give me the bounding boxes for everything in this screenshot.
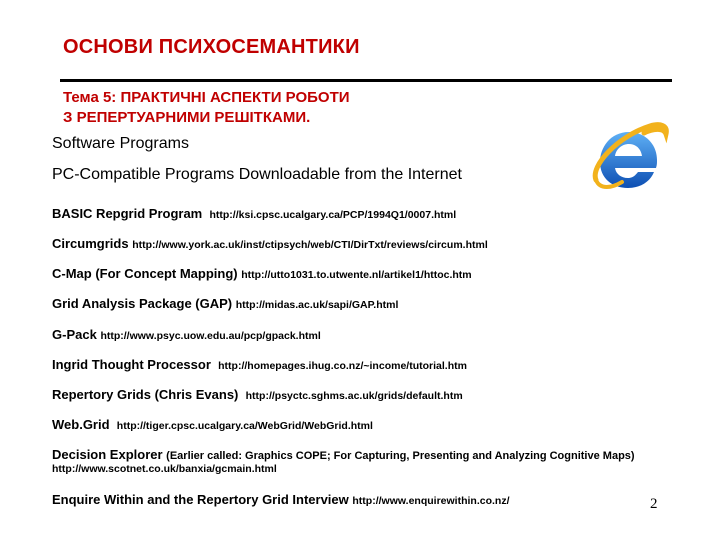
program-item [52,357,467,372]
program-name: C-Map (For Concept Mapping) [52,266,238,281]
program-note: (Earlier called: Graphics COPE; For Capturing, Presenting and Analyzing Cognitive Maps) [166,450,635,462]
program-link[interactable]: http://psyctc.sghms.ac.uk/grids/default.htm [245,390,463,402]
program-link[interactable]: http://www.psyc.uow.edu.au/pcp/gpack.html [100,330,321,342]
program-item [52,447,635,462]
program-name: Grid Analysis Package (GAP) [52,296,233,311]
internet-explorer-logo-icon [588,118,670,200]
program-name: Circumgrids [52,236,129,251]
topic-subtitle [63,88,463,128]
program-name: Enquire Within and the Repertory Grid Interview [52,492,349,507]
program-item [52,296,398,311]
program-link[interactable]: http://www.scotnet.co.uk/banxia/gcmain.html [52,463,277,475]
program-item [52,387,463,402]
topic-line-1: Тема 5: ПРАКТИЧНІ АСПЕКТИ РОБОТИ [63,89,350,106]
program-link[interactable]: http://utto1031.to.utwente.nl/artikel1/httoc.htm [241,269,472,281]
program-name: Repertory Grids (Chris Evans) [52,387,239,402]
software-programs-heading: Software Programs [52,135,189,152]
program-name: Decision Explorer [52,447,163,462]
title-divider [60,79,672,82]
program-name: Ingrid Thought Processor [52,357,211,372]
program-name: BASIC Repgrid Program [52,206,203,221]
program-link[interactable]: http://www.york.ac.uk/inst/ctipsych/web/CTI/DirTxt/reviews/circum.html [132,239,488,251]
topic-line-2: З РЕПЕРТУАРНИМИ РЕШІТКАМИ. [63,109,311,126]
pc-programs-heading: PC-Compatible Programs Downloadable from the Internet [52,166,462,183]
program-link[interactable]: http://homepages.ihug.co.nz/~income/tutorial.htm [218,360,467,372]
program-name: G-Pack [52,327,97,342]
program-item [52,206,456,221]
program-link[interactable]: http://ksi.cpsc.ucalgary.ca/PCP/1994Q1/0007.html [209,209,457,221]
program-item [52,266,472,281]
program-item [52,236,488,251]
program-item [52,417,373,432]
program-link[interactable]: http://midas.ac.uk/sapi/GAP.html [235,299,399,311]
program-link[interactable]: http://www.enquirewithin.co.nz/ [352,495,510,507]
program-item [52,492,510,507]
program-name: Web.Grid [52,417,110,432]
program-link[interactable]: http://tiger.cpsc.ucalgary.ca/WebGrid/WebGrid.html [116,420,373,432]
slide-title: ОСНОВИ ПСИХОСЕМАНТИКИ [63,36,360,58]
page-number: 2 [650,496,658,512]
program-item [52,327,321,342]
